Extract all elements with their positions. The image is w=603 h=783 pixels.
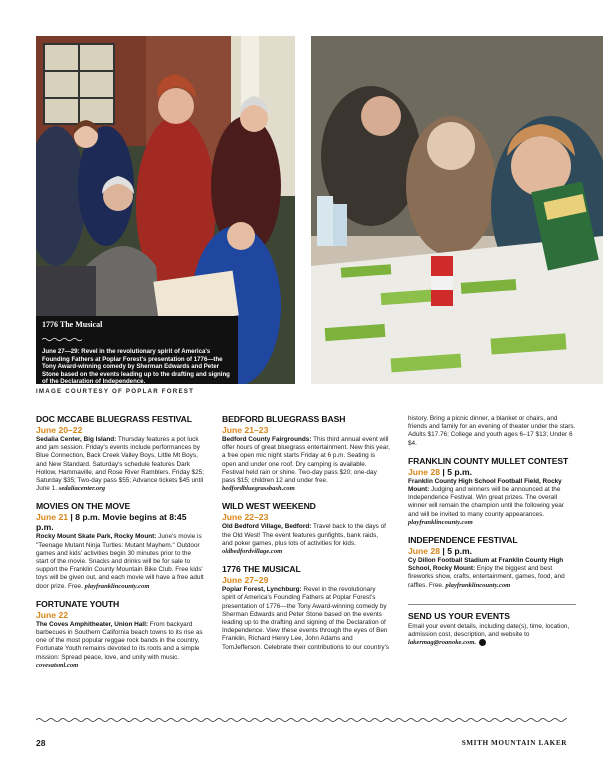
event-title: DOC MCCABE BLUEGRASS FESTIVAL — [36, 414, 192, 424]
event-link[interactable]: bedfordbluegrassbash.com — [222, 485, 295, 493]
event-description: Poplar Forest, Lynchburg: Revel in the revolutionary spirit of America's Founding Fathers at Poplar Forest's presentation of 1776—the Tony Award-winning comedy by Sherman Edwards and Peter Stone based on the events leading up to the drafting and signing of the Declaration of Independence. View these events through the eyes of Ben Franklin, Richard Henry Lee, John Adams and TomJefferson. Celebrate their contributions to our country's — [222, 586, 389, 651]
event-venue: Cy Dillon Football Stadium at Franklin County High School, Rocky Mount: — [408, 557, 564, 573]
event-title: FRANKLIN COUNTY MULLET CONTEST — [408, 455, 569, 466]
event-independence-festival — [408, 535, 576, 590]
event-description: Rocky Mount Skate Park, Rocky Mount: June's movie is "Teenage Mutant Ninja Turtles: Mutant Mayhem." Outdoor games and kids' activities begin 30 minutes prior to the start of the movie. Snacks and drinks will be for sale to support the Franklin County Mountain Bike Club. Free kids' toys will be given out, and each movie will have a free adult door prize. Free. playfranklincounty.com — [36, 533, 204, 590]
event-mullet-contest — [408, 456, 576, 527]
event-date: June 27–29 — [222, 575, 269, 586]
photo-caption — [36, 316, 238, 384]
event-title: 1776 THE MUSICAL — [222, 564, 301, 575]
events-column-2 — [222, 414, 390, 660]
event-date: June 20–22 — [36, 425, 83, 435]
event-wild-west-weekend — [222, 501, 390, 556]
event-1776-the-musical — [222, 564, 390, 652]
caption-wave-ornament — [42, 337, 82, 342]
section-divider — [408, 604, 576, 605]
photo-bingo — [311, 36, 603, 384]
event-description: Cy Dillon Football Stadium at Franklin County High School, Rocky Mount: Enjoy the biggest and best fireworks show, crafts, entertainment, games, food, and raffles. Free. playfranklincounty.com — [408, 557, 565, 589]
page-number: 28 — [36, 738, 46, 748]
event-description-continued: history. Bring a picnic dinner, a blanket or chairs, and friends and family for an evening of theater under the stars. Adults $17.76; College and youth ages 6–17 $13; Under 6 $4. — [408, 415, 576, 447]
event-doc-mccabe — [36, 414, 204, 493]
event-title: FORTUNATE YOUTH — [36, 598, 120, 609]
event-bedford-bluegrass-bash — [222, 414, 390, 493]
event-description: Old Bedford Village, Bedford: Travel back to the days of the Old West! The event features gunfights, bank raids, and poker games, plus lots of activities for kids. oldbedfordvillage.com — [222, 523, 386, 556]
event-date: June 22–23 — [222, 512, 269, 523]
event-link[interactable]: playfranklincounty.com — [408, 518, 473, 526]
events-column-1 — [36, 414, 204, 678]
event-link[interactable]: covesatsml.com — [36, 661, 79, 669]
event-venue: Poplar Forest, Lynchburg: — [222, 586, 302, 594]
event-description: Franklin County High School Football Field, Rocky Mount: Judging and winners will be announced at the Independence Festival. Win great prizes. The overall winner will remain the champion until the following year and will be invited to many county appearances. playfranklincounty.com — [408, 477, 564, 526]
event-title: WILD WEST WEEKEND — [222, 501, 316, 512]
event-venue: Bedford County Fairgrounds: — [222, 436, 312, 443]
event-date: June 21–23 — [222, 425, 269, 435]
event-link[interactable]: playfranklincounty.com — [84, 582, 150, 590]
event-title: INDEPENDENCE FESTIVAL — [408, 535, 518, 546]
event-1776-continued — [408, 415, 576, 448]
event-link[interactable]: sedaliacenter.org — [58, 485, 106, 493]
footer-wave-ornament — [36, 716, 567, 724]
send-events-email-link[interactable]: lakermag@roanoke.com. — [408, 639, 477, 647]
event-date: June 28 | 5 p.m. — [408, 546, 473, 557]
event-description: Bedford County Fairgrounds: This third annual event will offer hours of great bluegrass entertainment. New this year, a free open mic night starts Friday at 6 p.m. Seating is open and under one roof. Dry camping is available. Festival held rain or shine. Two-day pass $20; one-day pass $15; children 12 and under free. bedfordbluegrassbash.com — [222, 436, 390, 493]
send-events-text: Email your event details, including date(s), time, location, admission cost, description, and website to lakermag@roanoke.com. — [408, 622, 570, 647]
event-venue: The Coves Amphitheater, Union Hall: — [36, 620, 148, 628]
event-venue: Sedalia Center, Big Island: — [36, 436, 117, 443]
event-movies-on-the-move — [36, 501, 204, 590]
event-date: June 28 | 5 p.m. — [408, 466, 473, 477]
caption-title: 1776 The Musical — [42, 320, 103, 329]
end-mark-icon — [479, 639, 486, 646]
event-description: Sedalia Center, Big Island: Thursday features a pot luck and jam session. Friday's events include performances by Blue Connection, Back Creek Valley Boys, Little Mt Boys, and New Standard. Saturday's schedule features Dark Hollow, Hammaville, and Rose River Ramblers. Friday $25; Saturday $35; Two-day pass $55; Advance tickets $45 until June 1. sedaliacenter.org — [36, 436, 204, 493]
image-credit: IMAGE COURTESY OF POPLAR FOREST — [36, 388, 195, 395]
event-date: June 21 | 8 p.m. Movie begins at 8:45 p.m. — [36, 512, 187, 533]
caption-text: June 27—29: Revel in the revolutionary spirit of America's Founding Fathers at Poplar Forest's presentation of 1776—the Tony Award-winning comedy by Sherman Edwards and Peter Stone based on the events leading up to the drafting and signing of the Declaration of Independence. — [42, 348, 230, 385]
event-venue: Franklin County High School Football Field, Rocky Mount: — [408, 477, 562, 494]
event-title: BEDFORD BLUEGRASS BASH — [222, 414, 346, 424]
event-fortunate-youth — [36, 599, 204, 670]
event-date: June 22 — [36, 609, 69, 620]
send-events-title: SEND US YOUR EVENTS — [408, 610, 511, 621]
photo-bingo-illustration — [311, 36, 603, 384]
magazine-name: SMITH MOUNTAIN LAKER — [461, 739, 567, 747]
event-link[interactable]: oldbedfordvillage.com — [222, 548, 283, 556]
event-link[interactable]: playfranklincounty.com — [445, 581, 511, 589]
event-description: The Coves Amphitheater, Union Hall: From backyard barbecues in Southern California beach towns to its rise as one of the most popular reggae rock bands in the country, Fortunate Youth remains devoted to its roots and a simple mission: Spread peace, love, and unity with music. covesatsml.com — [36, 620, 203, 669]
event-venue: Rocky Mount Skate Park, Rocky Mount: — [36, 533, 157, 541]
event-title: MOVIES ON THE MOVE — [36, 501, 131, 512]
events-column-3 — [408, 414, 576, 648]
event-venue: Old Bedford Village, Bedford: — [222, 523, 312, 531]
